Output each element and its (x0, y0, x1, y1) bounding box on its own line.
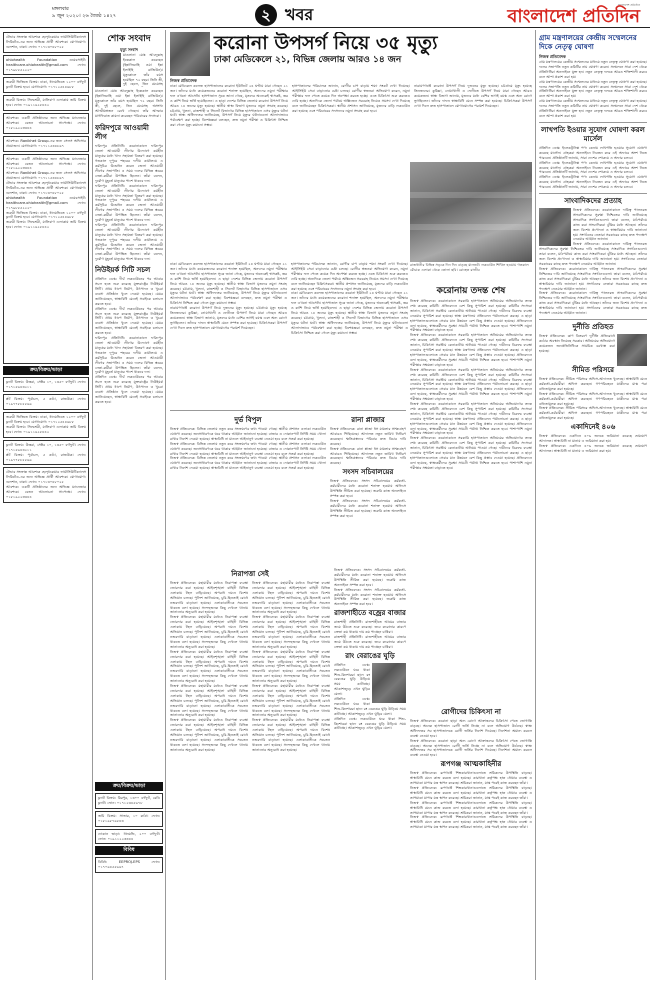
classified-ad: দোকান ভাড়া: ধানমন্ডি, ২০০ বর্গফুট। ফোন: ০১৯১১২২৩৩৪৪ (95, 829, 163, 845)
logo-text: বাংলাদেশ প্রতিদিন (507, 6, 640, 27)
lead-story: করোনা উপসর্গ নিয়ে ৩৫ মৃত্যু ঢাকা মেডিকেলে ২১, বিভিন্ন জেলায় আরও ১৪ জন নিজস্ব প্রতিবেদক ঢাকা মেডিকেল কলেজ হাসপাতালের করোনা ইউনিটে ২৪ ঘণ্টায় মারা গেছেন ২১ জন। তাঁদের মধ্যে কয়েকজনের করোনা শনাক্ত হয়েছিল, অন্যদের নমুনা পরীক্ষার ফল এখনো আসেনি। হাসপাতাল সূত্রে জানা গেছে, মৃতদের অনেকেই শ্বাসকষ্ট, জ্বর ও কাশি নিয়ে ভর্তি হয়েছিলেন। এ ছাড়া দেশের বিভিন্ন জেলায় করোনা উপসর্গ নিয়ে আরও ১৪ জনের মৃত্যু হয়েছে। স্থানীয় স্বাস্থ্য বিভাগ মৃতদের নমুনা সংগ্রহ করেছে। চট্টগ্রাম, খুলনা, রাজশাহী ও সিলেট বিভাগের বিভিন্ন হাসপাতালে এসব মৃত্যুর ঘটনা ঘটে। স্বাস্থ্য অধিদফতর জানিয়েছে, উপসর্গ নিয়ে মৃত্যুর ঘটনাগুলো আলাদাভাবে পর্যবেক্ষণ করা হচ্ছে। বিশেষজ্ঞরা বলছেন, দ্রুত নমুনা পরীক্ষা ও চিকিৎসা নিশ্চিত করা গেলে মৃত্যু কমানো সম্ভব। হাসপাতালের পরিচালক জানান, রোগীর চাপ বাড়ায় শয্যা সংকট দেখা দিয়েছে। আইসিইউ সেবা বাড়ানোর চেষ্টা চলছে। রোগীর স্বজনরা অভিযোগ করেন, নমুনা পরীক্ষার ফল পেতে কয়েক দিন অপেক্ষা করতে হচ্ছে। এতে চিকিৎসা শুরু করতেও দেরি হচ্ছে। অন্যদিকে জেলা পর্যায়ে অক্সিজেন সরবরাহ নিয়েও সমস্যা দেখা দিয়েছে বলে জানিয়েছেন চিকিৎসকরা। স্থানীয় প্রশাসন জানিয়েছে, মৃতদের বাড়ি লকডাউন করা হয়েছে এবং পরিবারের সদস্যদের নমুনা সংগ্রহ করা হবে। নারায়ণগঞ্জে করোনা উপসর্গ নিয়ে দুজনের মৃত্যু হয়েছে। চট্টগ্রামে মৃত্যু হয়েছে তিনজনের। কুমিল্লা, নোয়াখালী ও ফেনীতে উপসর্গ নিয়ে মারা গেছেন আরও কয়েকজন। স্বাস্থ্য বিভাগ জানায়, মৃতদের মধ্যে বেশির ভাগই বয়স্ক এবং অন্য রোগে ভুগছিলেন। তাঁদের দাফন স্বাস্থ্যবিধি মেনে সম্পন্ন করা হয়েছে। চিকিৎসকরা উপসর্গ দেখা দিলে দ্রুত হাসপাতালে যোগাযোগের পরামর্শ দিয়েছেন। (170, 32, 532, 128)
side-stories: নিজস্ব প্রতিবেদক: সংসদ সচিবালয়ের কর্মকর্তা-কর্মচারীদের মধ্যে করোনা শনাক্ত হওয়ায় অফিসে উপস্থিতি সীমিত করা হয়েছে। জরুরি কাজ অনলাইনে সম্পন্ন করা হবে। নিজস্ব প্রতিবেদক: সংসদ সচিবালয়ের কর্মকর্তা-কর্মচারীদের মধ্যে করোনা শনাক্ত হওয়ায় অফিসে উপস্থিতি সীমিত করা হয়েছে। জরুরি কাজ অনলাইনে সম্পন্ন করা হবে। রাজশাহীতে বজ্রের বাজার রাজশাহী প্রতিনিধি: রাজশাহীতে আমের বাজার জমে উঠতে শুরু করেছে। তবে করোনার কারণে ক্রেতা কম থাকায় দাম কম পাচ্ছেন চাষিরা। রাজশাহী প্রতিনিধি: রাজশাহীতে আমের বাজার জমে উঠতে শুরু করেছে। তবে করোনার কারণে ক্রেতা কম থাকায় দাম কম পাচ্ছেন চাষিরা। রাং বেরাঙের ঘুড়ি প্রতিদিন ডেস্ক: লকডাউনে ঘরে থাকা শিশু-কিশোররা ছাদে রং বেরঙের ঘুড়ি উড়িয়ে সময় কাটাচ্ছে। আকাশজুড়ে এখন ঘুড়ির মেলা। প্রতিদিন ডেস্ক: লকডাউনে ঘরে থাকা শিশু-কিশোররা ছাদে রং বেরঙের ঘুড়ি উড়িয়ে সময় কাটাচ্ছে। আকাশজুড়ে এখন ঘুড়ির মেলা। প্রতিদিন ডেস্ক: লকডাউনে ঘরে থাকা শিশু-কিশোররা ছাদে রং বেরঙের ঘুড়ি উড়িয়ে সময় কাটাচ্ছে। আকাশজুড়ে এখন ঘুড়ির মেলা। (334, 568, 406, 731)
classified-ad: ফ্ল্যাট বিক্রয়: মিরপুর, ১৩০০ বর্গফুট, রেডি ফ্ল্যাট। ফোন: ০১৭১২৩৪৫৬৭৮ (95, 793, 163, 809)
obituary-column: শোক সংবাদ মৃত্যু সংবাদ মাওলানা মোঃ আবদুল্লাহ ইন্তেকাল করেছেন (ইন্নালিল্লাহি ওয়া ইন্না ইলাইহি রাজিউন)। মৃত্যুকালে তাঁর বয়স হয়েছিল ৭২ বছর। তিনি স্ত্রী, দুই ছেলে, তিন মেয়েসহ মাওলানা মোঃ আবদুল্লাহ ইন্তেকাল করেছেন (ইন্নালিল্লাহি ওয়া ইন্না ইলাইহি রাজিউন)। মৃত্যুকালে তাঁর বয়স হয়েছিল ৭২ বছর। তিনি স্ত্রী, দুই ছেলে, তিন মেয়েসহ অসংখ্য আত্মীয়স্বজন রেখে গেছেন। তাঁর আত্মার মাগফিরাত কামনা করেছেন পরিবারের সদস্যরা। ফরিদপুরে আওয়ামী লীগ ফরিদপুর প্রতিনিধি: করোনাকালে ফরিদপুর জেলা আওয়ামী লীগের উদ্যোগে কর্মহীন মানুষের মধ্যে খাদ্য সহায়তা বিতরণ করা হয়েছে। গতকাল দুপুরে শহরের দলীয় কার্যালয়ে এ কর্মসূচির উদ্বোধন করেন জেলা আওয়ামী লীগের সভাপতি। এ সময় দলের বিভিন্ন স্তরের নেতা-কর্মীরা উপস্থিত ছিলেন। তাঁরা বলেন, দুর্যোগ মুহূর্তে মানুষের পাশে থাকবে দল। ফরিদপুর প্রতিনিধি: করোনাকালে ফরিদপুর জেলা আওয়ামী লীগের উদ্যোগে কর্মহীন মানুষের মধ্যে খাদ্য সহায়তা বিতরণ করা হয়েছে। গতকাল দুপুরে শহরের দলীয় কার্যালয়ে এ কর্মসূচির উদ্বোধন করেন জেলা আওয়ামী লীগের সভাপতি। এ সময় দলের বিভিন্ন স্তরের নেতা-কর্মীরা উপস্থিত ছিলেন। তাঁরা বলেন, দুর্যোগ মুহূর্তে মানুষের পাশে থাকবে দল। ফরিদপুর প্রতিনিধি: করোনাকালে ফরিদপুর জেলা আওয়ামী লীগের উদ্যোগে কর্মহীন মানুষের মধ্যে খাদ্য সহায়তা বিতরণ করা হয়েছে। গতকাল দুপুরে শহরের দলীয় কার্যালয়ে এ কর্মসূচির উদ্বোধন করেন জেলা আওয়ামী লীগের সভাপতি। এ সময় দলের বিভিন্ন স্তরের নেতা-কর্মীরা উপস্থিত ছিলেন। তাঁরা বলেন, দুর্যোগ মুহূর্তে মানুষের পাশে থাকবে দল। নিউইয়র্ক সিটি সচল প্রতিদিন ডেস্ক: দীর্ঘ লকডাউনের পর আবার সচল হতে শুরু করেছে যুক্তরাষ্ট্রের নিউইয়র্ক সিটি। প্রথম ধাপে নির্মাণ, উৎপাদন ও খুচরা ব্যবসা প্রতিষ্ঠান খুলে দেওয়া হয়েছে। মেয়র জানিয়েছেন, স্বাস্থ্যবিধি মেনেই সবাইকে চলাচল করতে হবে। প্রতিদিন ডেস্ক: দীর্ঘ লকডাউনের পর আবার সচল হতে শুরু করেছে যুক্তরাষ্ট্রের নিউইয়র্ক সিটি। প্রথম ধাপে নির্মাণ, উৎপাদন ও খুচরা ব্যবসা প্রতিষ্ঠান খুলে দেওয়া হয়েছে। মেয়র জানিয়েছেন, স্বাস্থ্যবিধি মেনেই সবাইকে চলাচল করতে হবে। ফরিদপুর প্রতিনিধি: করোনাকালে ফরিদপুর জেলা আওয়ামী লীগের উদ্যোগে কর্মহীন মানুষের মধ্যে খাদ্য সহায়তা বিতরণ করা হয়েছে। গতকাল দুপুরে শহরের দলীয় কার্যালয়ে এ কর্মসূচির উদ্বোধন করেন জেলা আওয়ামী লীগের সভাপতি। এ সময় দলের বিভিন্ন স্তরের নেতা-কর্মীরা উপস্থিত ছিলেন। তাঁরা বলেন, দুর্যোগ মুহূর্তে মানুষের পাশে থাকবে দল। প্রতিদিন ডেস্ক: দীর্ঘ লকডাউনের পর আবার সচল হতে শুরু করেছে যুক্তরাষ্ট্রের নিউইয়র্ক সিটি। প্রথম ধাপে নির্মাণ, উৎপাদন ও খুচরা ব্যবসা প্রতিষ্ঠান খুলে দেওয়া হয়েছে। মেয়র জানিয়েছেন, স্বাস্থ্যবিধি মেনেই সবাইকে চলাচল করতে হবে। (95, 34, 163, 404)
obituary-heading: শোক সংবাদ (107, 34, 151, 44)
page-number: ২ (255, 4, 277, 26)
classified-ad: জমি বিক্রয়: সাভার, ১০ কাঠা। ফোন: ০১৮১৯৮৭৬৫৪৩ (95, 811, 163, 827)
classified-ad: টেন্ডার সংক্রান্ত আবশ্যক হেল্থকেয়ার ফার্মাসিউটিক্যালস লিমিটেড-এর জন্য অভিজ্ঞ প্রার্থী আবশ্যক। যোগাযোগ: গুলশান, ঢাকা। ফোন: ০১৭১৩০৪৮০২৫ (3, 32, 89, 53)
security-story: নিরাপত্তা সেই নিজস্ব প্রতিবেদক: মহামারীর মধ্যেও নিরাপত্তা ব্যবস্থা জোরদার করা হয়েছে। আইনশৃঙ্খলা বাহিনী বিভিন্ন এলাকায় টহল বাড়িয়েছে। অপরাধ দমনে বিশেষ অভিযান চলছে। পুলিশ জানিয়েছে, চুরি-ছিনতাই রোধে নজরদারি বাড়ানো হয়েছে। এলাকাবাসীকে সচেতন থাকতে বলা হয়েছে। সন্দেহজনক কিছু দেখলে থানায় জানানোর অনুরোধ করা হয়েছে। নিজস্ব প্রতিবেদক: মহামারীর মধ্যেও নিরাপত্তা ব্যবস্থা জোরদার করা হয়েছে। আইনশৃঙ্খলা বাহিনী বিভিন্ন এলাকায় টহল বাড়িয়েছে। অপরাধ দমনে বিশেষ অভিযান চলছে। পুলিশ জানিয়েছে, চুরি-ছিনতাই রোধে নজরদারি বাড়ানো হয়েছে। এলাকাবাসীকে সচেতন থাকতে বলা হয়েছে। সন্দেহজনক কিছু দেখলে থানায় জানানোর অনুরোধ করা হয়েছে। নিজস্ব প্রতিবেদক: মহামারীর মধ্যেও নিরাপত্তা ব্যবস্থা জোরদার করা হয়েছে। আইনশৃঙ্খলা বাহিনী বিভিন্ন এলাকায় টহল বাড়িয়েছে। অপরাধ দমনে বিশেষ অভিযান চলছে। পুলিশ জানিয়েছে, চুরি-ছিনতাই রোধে নজরদারি বাড়ানো হয়েছে। এলাকাবাসীকে সচেতন থাকতে বলা হয়েছে। সন্দেহজনক কিছু দেখলে থানায় জানানোর অনুরোধ করা হয়েছে। নিজস্ব প্রতিবেদক: মহামারীর মধ্যেও নিরাপত্তা ব্যবস্থা জোরদার করা হয়েছে। আইনশৃঙ্খলা বাহিনী বিভিন্ন এলাকায় টহল বাড়িয়েছে। অপরাধ দমনে বিশেষ অভিযান চলছে। পুলিশ জানিয়েছে, চুরি-ছিনতাই রোধে নজরদারি বাড়ানো হয়েছে। এলাকাবাসীকে সচেতন থাকতে বলা হয়েছে। সন্দেহজনক কিছু দেখলে থানায় জানানোর অনুরোধ করা হয়েছে। নিজস্ব প্রতিবেদক: মহামারীর মধ্যেও নিরাপত্তা ব্যবস্থা জোরদার করা হয়েছে। আইনশৃঙ্খলা বাহিনী বিভিন্ন এলাকায় টহল বাড়িয়েছে। অপরাধ দমনে বিশেষ অভিযান চলছে। পুলিশ জানিয়েছে, চুরি-ছিনতাই রোধে নজরদারি বাড়ানো হয়েছে। এলাকাবাসীকে সচেতন থাকতে বলা হয়েছে। সন্দেহজনক কিছু দেখলে থানায় জানানোর অনুরোধ করা হয়েছে। নিজস্ব প্রতিবেদক: মহামারীর মধ্যেও নিরাপত্তা ব্যবস্থা জোরদার করা হয়েছে। আইনশৃঙ্খলা বাহিনী বিভিন্ন এলাকায় টহল বাড়িয়েছে। অপরাধ দমনে বিশেষ অভিযান চলছে। পুলিশ জানিয়েছে, চুরি-ছিনতাই রোধে নজরদারি বাড়ানো হয়েছে। এলাকাবাসীকে সচেতন থাকতে বলা হয়েছে। সন্দেহজনক কিছু দেখলে থানায় জানানোর অনুরোধ করা হয়েছে। নিজস্ব প্রতিবেদক: মহামারীর মধ্যেও নিরাপত্তা ব্যবস্থা জোরদার করা হয়েছে। আইনশৃঙ্খলা বাহিনী বিভিন্ন এলাকায় টহল বাড়িয়েছে। অপরাধ দমনে বিশেষ অভিযান চলছে। পুলিশ জানিয়েছে, চুরি-ছিনতাই রোধে নজরদারি বাড়ানো হয়েছে। এলাকাবাসীকে সচেতন থাকতে বলা হয়েছে। সন্দেহজনক কিছু দেখলে থানায় জানানোর অনুরোধ করা হয়েছে। নিজস্ব প্রতিবেদক: মহামারীর মধ্যেও নিরাপত্তা ব্যবস্থা জোরদার করা হয়েছে। আইনশৃঙ্খলা বাহিনী বিভিন্ন এলাকায় টহল বাড়িয়েছে। অপরাধ দমনে বিশেষ অভিযান চলছে। পুলিশ জানিয়েছে, চুরি-ছিনতাই রোধে নজরদারি বাড়ানো হয়েছে। এলাকাবাসীকে সচেতন থাকতে বলা হয়েছে। সন্দেহজনক কিছু দেখলে থানায় জানানোর অনুরোধ করা হয়েছে। নিজস্ব প্রতিবেদক: মহামারীর মধ্যেও নিরাপত্তা ব্যবস্থা জোরদার করা হয়েছে। আইনশৃঙ্খলা বাহিনী বিভিন্ন এলাকায় টহল বাড়িয়েছে। অপরাধ দমনে বিশেষ অভিযান চলছে। পুলিশ জানিয়েছে, চুরি-ছিনতাই রোধে নজরদারি বাড়ানো হয়েছে। এলাকাবাসীকে সচেতন থাকতে বলা হয়েছে। সন্দেহজনক কিছু দেখলে থানায় জানানোর অনুরোধ করা হয়েছে। নিজস্ব প্রতিবেদক: মহামারীর মধ্যেও নিরাপত্তা ব্যবস্থা জোরদার করা হয়েছে। আইনশৃঙ্খলা বাহিনী বিভিন্ন এলাকায় টহল বাড়িয়েছে। অপরাধ দমনে বিশেষ অভিযান চলছে। পুলিশ জানিয়েছে, চুরি-ছিনতাই রোধে নজরদারি বাড়ানো হয়েছে। এলাকাবাসীকে সচেতন থাকতে বলা হয়েছে। সন্দেহজনক কিছু দেখলে থানায় জানানোর অনুরোধ করা হয়েছে। (170, 570, 330, 752)
story-heading: একাদিনেই ৪০৬ (570, 423, 616, 432)
story-block: দুর্ভ বিপুল নিজস্ব প্রতিবেদক: বিভিন্ন জেলায় নতুন করে সংক্রমণের তথ্য পাওয়া গেছে। স্থানীয় প্রশাসন এলাকা লকডাউন ঘোষণা করেছে। জনসাধারণকে ঘরে থাকার আহ্বান জানানো হয়েছে। বাজার ও দোকানপাট নির্দিষ্ট সময় খোলা রাখার নির্দেশ দেওয়া হয়েছে। স্বাস্থ্যবিধি না মানলে আইনানুগ ব্যবস্থা নেওয়া হবে বলে সতর্ক করা হয়েছে। নিজস্ব প্রতিবেদক: বিভিন্ন জেলায় নতুন করে সংক্রমণের তথ্য পাওয়া গেছে। স্থানীয় প্রশাসন এলাকা লকডাউন ঘোষণা করেছে। জনসাধারণকে ঘরে থাকার আহ্বান জানানো হয়েছে। বাজার ও দোকানপাট নির্দিষ্ট সময় খোলা রাখার নির্দেশ দেওয়া হয়েছে। স্বাস্থ্যবিধি না মানলে আইনানুগ ব্যবস্থা নেওয়া হবে বলে সতর্ক করা হয়েছে। নিজস্ব প্রতিবেদক: বিভিন্ন জেলায় নতুন করে সংক্রমণের তথ্য পাওয়া গেছে। স্থানীয় প্রশাসন এলাকা লকডাউন ঘোষণা করেছে। জনসাধারণকে ঘরে থাকার আহ্বান জানানো হয়েছে। বাজার ও দোকানপাট নির্দিষ্ট সময় খোলা রাখার নির্দেশ দেওয়া হয়েছে। স্বাস্থ্যবিধি না মানলে আইনানুগ ব্যবস্থা নেওয়া হবে বলে সতর্ক করা হয়েছে। রানা প্লাজার নিজস্ব প্রতিবেদক: রানা প্লাজা ধস মামলার সাক্ষ্যগ্রহণ আবারও পিছিয়েছে। আদালত নতুন তারিখ নির্ধারণ করেছেন। ক্ষতিগ্রস্তদের পরিবার দ্রুত বিচার দাবি করেছে। নিজস্ব প্রতিবেদক: রানা প্লাজা ধস মামলার সাক্ষ্যগ্রহণ আবারও পিছিয়েছে। আদালত নতুন তারিখ নির্ধারণ করেছেন। ক্ষতিগ্রস্তদের পরিবার দ্রুত বিচার দাবি করেছে। সংসদ সচিবালয়ের নিজস্ব প্রতিবেদক: সংসদ সচিবালয়ের কর্মকর্তা-কর্মচারীদের মধ্যে করোনা শনাক্ত হওয়ায় অফিসে উপস্থিতি সীমিত করা হয়েছে। জরুরি কাজ অনলাইনে সম্পন্ন করা হবে। নিজস্ব প্রতিবেদক: সংসদ সচিবালয়ের কর্মকর্তা-কর্মচারীদের মধ্যে করোনা শনাক্ত হওয়ায় অফিসে উপস্থিতি সীমিত করা হয়েছে। জরুরি কাজ অনলাইনে সম্পন্ন করা হবে। (170, 416, 406, 518)
obituary-photo (95, 53, 121, 87)
story-heading: সাংবাদিকদের প্রত্যাহ (564, 197, 622, 206)
lead-headline: করোনা উপসর্গ নিয়ে ৩৫ মৃত্যু (214, 32, 438, 54)
masthead-date-text: ৯ জুন ২০২০। ২৬ জ্যৈষ্ঠ ১৪২৭ (52, 13, 117, 19)
traffic-photo-block (410, 162, 532, 282)
section-title: খবর (285, 5, 314, 24)
classified-ad: ফ্ল্যাট বিক্রয়: উত্তরা, সেক্টর ১০, ১৩৫০ বর্গফুট। ফোন: ০১৭১৫৬৪৩২১১ প্লট বিক্রয়: পূর্বাচল, ৫ কাঠা, রাজউক। ফোন: ০১৯৭৭৮৮৫৫৬৬ (3, 440, 89, 466)
story-heading: ফরিদপুরে আওয়ামী লীগ (95, 124, 149, 142)
classifieds-column (3, 32, 89, 980)
masthead-day: মঙ্গলবার (52, 6, 69, 12)
story-heading: দুর্নীতি প্রতিহত (572, 322, 614, 331)
masthead (0, 0, 650, 28)
classified-ad: ফ্ল্যাট বিক্রয়: উত্তরা, সেক্টর ১০, ১৩৫০ বর্গফুট। ফোন: ০১৭১৫৬৪৩২১১ (3, 377, 89, 393)
story-heading: সীমিত পরিসরে (571, 365, 615, 374)
story-heading: নিউইয়র্ক সিটি সচল (95, 266, 151, 275)
journalist-photo (539, 208, 571, 246)
lead-subhead: ঢাকা মেডিকেলে ২১, বিভিন্ন জেলায় আরও ১৪ জন (214, 55, 402, 65)
masthead-date (52, 6, 116, 20)
classified-ad: বিবিধ: EEPROJ-EPS ফোন: ০১৭০৬৪৫৫৬৬৭ (95, 857, 163, 873)
story-heading: করোনায় তদন্ত শেষ (436, 286, 506, 296)
kite-photo (372, 663, 406, 703)
story-heading: নিরাপত্তা সেই (231, 570, 269, 578)
traffic-photo (410, 162, 532, 262)
classified-ad: জরুরী ভিত্তিতে বিক্রয়: ঢাকা, ধানমন্ডিতে ১২০০ বর্গফুট ফ্ল্যাট বিক্রয় হবে। যোগাযোগ: ০১৭১২৫৪৪৬৮৮ (3, 77, 89, 93)
story-heading: লাখপতি ইওয়ার সুযোগ ঘোষণা করল মার্সেল (541, 125, 645, 143)
classified-section-label: বিবিধ (95, 846, 163, 855)
classified-ad: আবশ্যক: একটি প্রতিষ্ঠানের জন্য অভিজ্ঞ ম্যানেজার আবশ্যক। বেতন আলোচনা সাপেক্ষে। ফোন: ০১৮১৯২২৩৩৪৪ আবশ্যক: Ranikhet Group-এর জন্য সেলস অফিসার প্রয়োজন। যোগাযোগ: ০১৭১১৫৩৪৮৬৭ টেন্ডার সংক্রান্ত আবশ্যক হেল্থকেয়ার ফার্মাসিউটিক্যালস লিমিটেড-এর জন্য অভিজ্ঞ প্রার্থী আবশ্যক। যোগাযোগ: গুলশান, ঢাকা। ফোন: ০১৭১৩০৪৮০২৫ ohiohealth Foundation ওয়েবসাইট: healthcare.ohiohealth@gmail.com ফোন: ০১৭৯৮৫৫২২২০ জরুরী ভিত্তিতে বিক্রয়: ঢাকা, ধানমন্ডিতে ১২০০ বর্গফুট ফ্ল্যাট বিক্রয় হবে। যোগাযোগ: ০১৭১২৫৪৪৬৮৮ জরুরী বিক্রয়: সিদ্ধেশ্বরী, মালিবাগ এলাকায় জমি বিক্রয় হবে। ফোন: ০১৯১১৬২৮৪৪২ (3, 154, 89, 364)
classified-ad: জরুরী ভিত্তিতে বিক্রয়: ঢাকা, ধানমন্ডিতে ১২০০ বর্গফুট ফ্ল্যাট বিক্রয় হবে। যোগাযোগ: ০১৭১২৫৪৪৬৮৮ জরুরী বিক্রয়: সিদ্ধেশ্বরী, মালিবাগ এলাকায় জমি বিক্রয় হবে। ফোন: ০১৯১১৬২৮৪৪২ (3, 412, 89, 438)
classified-ad: টেন্ডার সংক্রান্ত আবশ্যক হেল্থকেয়ার ফার্মাসিউটিক্যালস লিমিটেড-এর জন্য অভিজ্ঞ প্রার্থী আবশ্যক। যোগাযোগ: গুলশান, ঢাকা। ফোন: ০১৭১৩০৪৮০২৫ আবশ্যক: একটি প্রতিষ্ঠানের জন্য অভিজ্ঞ ম্যানেজার আবশ্যক। বেতন আলোচনা সাপেক্ষে। ফোন: ০১৮১৯২২৩৩৪৪ (3, 467, 89, 502)
right-column: গ্রাম মন্ত্রণালয়ের কেন্দ্রীয় সম্মেলনের দিকে নেতৃত্ব ঘোষণা নিজস্ব প্রতিবেদক গ্রাম মন্ত্রণালয়ের কেন্দ্রীয় সম্মেলনের মাধ্যমে নতুন নেতৃত্ব ঘোষণা করা হয়েছে। দলের সভাপতি নতুন কমিটির নাম ঘোষণা করেন। সম্মেলনে সারা দেশ থেকে প্রতিনিধিরা অনলাইনে যুক্ত হন। নতুন নেতৃত্ব দলকে আরও শক্তিশালী করবে বলে আশা প্রকাশ করা হয়। গ্রাম মন্ত্রণালয়ের কেন্দ্রীয় সম্মেলনের মাধ্যমে নতুন নেতৃত্ব ঘোষণা করা হয়েছে। দলের সভাপতি নতুন কমিটির নাম ঘোষণা করেন। সম্মেলনে সারা দেশ থেকে প্রতিনিধিরা অনলাইনে যুক্ত হন। নতুন নেতৃত্ব দলকে আরও শক্তিশালী করবে বলে আশা প্রকাশ করা হয়। গ্রাম মন্ত্রণালয়ের কেন্দ্রীয় সম্মেলনের মাধ্যমে নতুন নেতৃত্ব ঘোষণা করা হয়েছে। দলের সভাপতি নতুন কমিটির নাম ঘোষণা করেন। সম্মেলনে সারা দেশ থেকে প্রতিনিধিরা অনলাইনে যুক্ত হন। নতুন নেতৃত্ব দলকে আরও শক্তিশালী করবে বলে আশা প্রকাশ করা হয়। লাখপতি ইওয়ার সুযোগ ঘোষণা করল মার্সেল প্রতিদিন ডেস্ক: ইলেকট্রনিক্স পণ্য কেনায় লাখপতি হওয়ার সুযোগ ঘোষণা করেছে মার্সেল। গ্রাহকরা অনলাইনে নিবন্ধন করে এই অফারে অংশ নিতে পারবেন। প্রতিষ্ঠানটি জানায়, সারা দেশের শোরুমে এ অফার চলবে। প্রতিদিন ডেস্ক: ইলেকট্রনিক্স পণ্য কেনায় লাখপতি হওয়ার সুযোগ ঘোষণা করেছে মার্সেল। গ্রাহকরা অনলাইনে নিবন্ধন করে এই অফারে অংশ নিতে পারবেন। প্রতিষ্ঠানটি জানায়, সারা দেশের শোরুমে এ অফার চলবে। প্রতিদিন ডেস্ক: ইলেকট্রনিক্স পণ্য কেনায় লাখপতি হওয়ার সুযোগ ঘোষণা করেছে মার্সেল। গ্রাহকরা অনলাইনে নিবন্ধন করে এই অফারে অংশ নিতে পারবেন। প্রতিষ্ঠানটি জানায়, সারা দেশের শোরুমে এ অফার চলবে। সাংবাদিকদের প্রত্যাহ নিজস্ব প্রতিবেদক: করোনাকালে দায়িত্ব পালনরত সাংবাদিকদের সুরক্ষা নিশ্চিতের দাবি জানিয়েছে সাংবাদিক সংগঠনগুলো। তারা বলেন, মাঠপর্যায়ে কাজ করা সাংবাদিকরা ঝুঁকির মধ্যে আছেন। তাঁদের জন্য বিশেষ প্রণোদনা ও স্বাস্থ্যবিমার দাবি জানানো হয়। সংগঠনের নেতারা সরকারের কাছে দ্রুত পদক্ষেপ নেওয়ার আহ্বান জানান। নিজস্ব প্রতিবেদক: করোনাকালে দায়িত্ব পালনরত সাংবাদিকদের সুরক্ষা নিশ্চিতের দাবি জানিয়েছে সাংবাদিক সংগঠনগুলো। তারা বলেন, মাঠপর্যায়ে কাজ করা সাংবাদিকরা ঝুঁকির মধ্যে আছেন। তাঁদের জন্য বিশেষ প্রণোদনা ও স্বাস্থ্যবিমার দাবি জানানো হয়। সংগঠনের নেতারা সরকারের কাছে দ্রুত পদক্ষেপ নেওয়ার আহ্বান জানান। নিজস্ব প্রতিবেদক: করোনাকালে দায়িত্ব পালনরত সাংবাদিকদের সুরক্ষা নিশ্চিতের দাবি জানিয়েছে সাংবাদিক সংগঠনগুলো। তারা বলেন, মাঠপর্যায়ে কাজ করা সাংবাদিকরা ঝুঁকির মধ্যে আছেন। তাঁদের জন্য বিশেষ প্রণোদনা ও স্বাস্থ্যবিমার দাবি জানানো হয়। সংগঠনের নেতারা সরকারের কাছে দ্রুত পদক্ষেপ নেওয়ার আহ্বান জানান। নিজস্ব প্রতিবেদক: করোনাকালে দায়িত্ব পালনরত সাংবাদিকদের সুরক্ষা নিশ্চিতের দাবি জানিয়েছে সাংবাদিক সংগঠনগুলো। তারা বলেন, মাঠপর্যায়ে কাজ করা সাংবাদিকরা ঝুঁকির মধ্যে আছেন। তাঁদের জন্য বিশেষ প্রণোদনা ও স্বাস্থ্যবিমার দাবি জানানো হয়। সংগঠনের নেতারা সরকারের কাছে দ্রুত পদক্ষেপ নেওয়ার আহ্বান জানান। দুর্নীতি প্রতিহত নিজস্ব প্রতিবেদক: ত্রাণ বিতরণে দুর্নীতি প্রতিরোধে কঠোর অবস্থান নিয়েছে সরকার। অনিয়মের অভিযোগে কয়েকজন জনপ্রতিনিধিকে সাময়িক বরখাস্ত করা হয়েছে। সীমিত পরিসরে নিজস্ব প্রতিবেদক: সীমিত পরিসরে অফিস-আদালত খুলেছে। স্বাস্থ্যবিধি মেনে কর্মকর্তা-কর্মচারীরা অফিস করছেন। গণপরিবহনে যাত্রীদের মাস্ক পরা বাধ্যতামূলক করা হয়েছে। নিজস্ব প্রতিবেদক: সীমিত পরিসরে অফিস-আদালত খুলেছে। স্বাস্থ্যবিধি মেনে কর্মকর্তা-কর্মচারীরা অফিস করছেন। গণপরিবহনে যাত্রীদের মাস্ক পরা বাধ্যতামূলক করা হয়েছে। নিজস্ব প্রতিবেদক: সীমিত পরিসরে অফিস-আদালত খুলেছে। স্বাস্থ্যবিধি মেনে কর্মকর্তা-কর্মচারীরা অফিস করছেন। গণপরিবহনে যাত্রীদের মাস্ক পরা বাধ্যতামূলক করা হয়েছে। একাদিনেই ৪০৬ নিজস্ব প্রতিবেদক: একদিনে ৪০৬ জনকে জরিমানা করেছে ভ্রাম্যমাণ আদালত। স্বাস্থ্যবিধি না মানায় এ জরিমানা করা হয়। নিজস্ব প্রতিবেদক: একদিনে ৪০৬ জনকে জরিমানা করেছে ভ্রাম্যমাণ আদালত। স্বাস্থ্যবিধি না মানায় এ জরিমানা করা হয়। (539, 34, 647, 453)
corruption-photo (617, 334, 647, 366)
story-heading: রানা প্লাজার (351, 416, 385, 424)
story-heading: সংসদ সচিবালয়ের (342, 468, 394, 477)
story-heading: দুর্ভ বিপুল (234, 416, 262, 424)
classified-section-label: ক্রয়/বিক্রয়/ভাড়া (95, 782, 163, 791)
story-heading: রাং বেরাঙের ঘুড়ি (345, 651, 395, 660)
logo-tagline: বাংলাদেশ প্রতিদিন (617, 3, 640, 7)
story-heading: রূপগঞ্জ আত্মকাহিনীর (440, 760, 502, 769)
lead-continuation: ঢাকা মেডিকেল কলেজ হাসপাতালের করোনা ইউনিটে ২৪ ঘণ্টায় মারা গেছেন ২১ জন। তাঁদের মধ্যে কয়েকজনের করোনা শনাক্ত হয়েছিল, অন্যদের নমুনা পরীক্ষার ফল এখনো আসেনি। হাসপাতাল সূত্রে জানা গেছে, মৃতদের অনেকেই শ্বাসকষ্ট, জ্বর ও কাশি নিয়ে ভর্তি হয়েছিলেন। এ ছাড়া দেশের বিভিন্ন জেলায় করোনা উপসর্গ নিয়ে আরও ১৪ জনের মৃত্যু হয়েছে। স্থানীয় স্বাস্থ্য বিভাগ মৃতদের নমুনা সংগ্রহ করেছে। চট্টগ্রাম, খুলনা, রাজশাহী ও সিলেট বিভাগের বিভিন্ন হাসপাতালে এসব মৃত্যুর ঘটনা ঘটে। স্বাস্থ্য অধিদফতর জানিয়েছে, উপসর্গ নিয়ে মৃত্যুর ঘটনাগুলো আলাদাভাবে পর্যবেক্ষণ করা হচ্ছে। বিশেষজ্ঞরা বলছেন, দ্রুত নমুনা পরীক্ষা ও চিকিৎসা নিশ্চিত করা গেলে মৃত্যু কমানো সম্ভব। নারায়ণগঞ্জে করোনা উপসর্গ নিয়ে দুজনের মৃত্যু হয়েছে। চট্টগ্রামে মৃত্যু হয়েছে তিনজনের। কুমিল্লা, নোয়াখালী ও ফেনীতে উপসর্গ নিয়ে মারা গেছেন আরও কয়েকজন। স্বাস্থ্য বিভাগ জানায়, মৃতদের মধ্যে বেশির ভাগই বয়স্ক এবং অন্য রোগে ভুগছিলেন। তাঁদের দাফন স্বাস্থ্যবিধি মেনে সম্পন্ন করা হয়েছে। চিকিৎসকরা উপসর্গ দেখা দিলে দ্রুত হাসপাতালে যোগাযোগের পরামর্শ দিয়েছেন। হাসপাতালের পরিচালক জানান, রোগীর চাপ বাড়ায় শয্যা সংকট দেখা দিয়েছে। আইসিইউ সেবা বাড়ানোর চেষ্টা চলছে। রোগীর স্বজনরা অভিযোগ করেন, নমুনা পরীক্ষার ফল পেতে কয়েক দিন অপেক্ষা করতে হচ্ছে। এতে চিকিৎসা শুরু করতেও দেরি হচ্ছে। অন্যদিকে জেলা পর্যায়ে অক্সিজেন সরবরাহ নিয়েও সমস্যা দেখা দিয়েছে বলে জানিয়েছেন চিকিৎসকরা। স্থানীয় প্রশাসন জানিয়েছে, মৃতদের বাড়ি লকডাউন করা হয়েছে এবং পরিবারের সদস্যদের নমুনা সংগ্রহ করা হবে। ঢাকা মেডিকেল কলেজ হাসপাতালের করোনা ইউনিটে ২৪ ঘণ্টায় মারা গেছেন ২১ জন। তাঁদের মধ্যে কয়েকজনের করোনা শনাক্ত হয়েছিল, অন্যদের নমুনা পরীক্ষার ফল এখনো আসেনি। হাসপাতাল সূত্রে জানা গেছে, মৃতদের অনেকেই শ্বাসকষ্ট, জ্বর ও কাশি নিয়ে ভর্তি হয়েছিলেন। এ ছাড়া দেশের বিভিন্ন জেলায় করোনা উপসর্গ নিয়ে আরও ১৪ জনের মৃত্যু হয়েছে। স্থানীয় স্বাস্থ্য বিভাগ মৃতদের নমুনা সংগ্রহ করেছে। চট্টগ্রাম, খুলনা, রাজশাহী ও সিলেট বিভাগের বিভিন্ন হাসপাতালে এসব মৃত্যুর ঘটনা ঘটে। স্বাস্থ্য অধিদফতর জানিয়েছে, উপসর্গ নিয়ে মৃত্যুর ঘটনাগুলো আলাদাভাবে পর্যবেক্ষণ করা হচ্ছে। বিশেষজ্ঞরা বলছেন, দ্রুত নমুনা পরীক্ষা ও চিকিৎসা নিশ্চিত করা গেলে মৃত্যু কমানো সম্ভব। (170, 262, 408, 335)
investigation-story: করোনায় তদন্ত শেষ নিজস্ব প্রতিবেদক: করোনাকালে সরকারি হাসপাতালে অনিয়মের অভিযোগের তদন্ত শেষ করেছে কমিটি। প্রতিবেদনে বেশ কিছু সুপারিশ করা হয়েছে। কমিটির সদস্যরা জানান, চিকিৎসা সরঞ্জাম কেনাকাটায় অনিয়ম পাওয়া গেছে। দায়ীদের বিরুদ্ধে ব্যবস্থা নেওয়ার সুপারিশ করা হয়েছে। স্বাস্থ্য মন্ত্রণালয় প্রতিবেদন পর্যালোচনা করছে। এ ছাড়া হাসপাতালগুলোতে সেবার মান উন্নয়নে বেশ কিছু প্রস্তাব দেওয়া হয়েছে। প্রতিবেদনে বলা হয়েছে, স্বাস্থ্যকর্মীদের সুরক্ষা সামগ্রী পর্যাপ্ত নিশ্চিত করতে হবে। পাশাপাশি নমুনা পরীক্ষার সক্ষমতা বাড়াতে হবে। নিজস্ব প্রতিবেদক: করোনাকালে সরকারি হাসপাতালে অনিয়মের অভিযোগের তদন্ত শেষ করেছে কমিটি। প্রতিবেদনে বেশ কিছু সুপারিশ করা হয়েছে। কমিটির সদস্যরা জানান, চিকিৎসা সরঞ্জাম কেনাকাটায় অনিয়ম পাওয়া গেছে। দায়ীদের বিরুদ্ধে ব্যবস্থা নেওয়ার সুপারিশ করা হয়েছে। স্বাস্থ্য মন্ত্রণালয় প্রতিবেদন পর্যালোচনা করছে। এ ছাড়া হাসপাতালগুলোতে সেবার মান উন্নয়নে বেশ কিছু প্রস্তাব দেওয়া হয়েছে। প্রতিবেদনে বলা হয়েছে, স্বাস্থ্যকর্মীদের সুরক্ষা সামগ্রী পর্যাপ্ত নিশ্চিত করতে হবে। পাশাপাশি নমুনা পরীক্ষার সক্ষমতা বাড়াতে হবে। নিজস্ব প্রতিবেদক: করোনাকালে সরকারি হাসপাতালে অনিয়মের অভিযোগের তদন্ত শেষ করেছে কমিটি। প্রতিবেদনে বেশ কিছু সুপারিশ করা হয়েছে। কমিটির সদস্যরা জানান, চিকিৎসা সরঞ্জাম কেনাকাটায় অনিয়ম পাওয়া গেছে। দায়ীদের বিরুদ্ধে ব্যবস্থা নেওয়ার সুপারিশ করা হয়েছে। স্বাস্থ্য মন্ত্রণালয় প্রতিবেদন পর্যালোচনা করছে। এ ছাড়া হাসপাতালগুলোতে সেবার মান উন্নয়নে বেশ কিছু প্রস্তাব দেওয়া হয়েছে। প্রতিবেদনে বলা হয়েছে, স্বাস্থ্যকর্মীদের সুরক্ষা সামগ্রী পর্যাপ্ত নিশ্চিত করতে হবে। পাশাপাশি নমুনা পরীক্ষার সক্ষমতা বাড়াতে হবে। নিজস্ব প্রতিবেদক: করোনাকালে সরকারি হাসপাতালে অনিয়মের অভিযোগের তদন্ত শেষ করেছে কমিটি। প্রতিবেদনে বেশ কিছু সুপারিশ করা হয়েছে। কমিটির সদস্যরা জানান, চিকিৎসা সরঞ্জাম কেনাকাটায় অনিয়ম পাওয়া গেছে। দায়ীদের বিরুদ্ধে ব্যবস্থা নেওয়ার সুপারিশ করা হয়েছে। স্বাস্থ্য মন্ত্রণালয় প্রতিবেদন পর্যালোচনা করছে। এ ছাড়া হাসপাতালগুলোতে সেবার মান উন্নয়নে বেশ কিছু প্রস্তাব দেওয়া হয়েছে। প্রতিবেদনে বলা হয়েছে, স্বাস্থ্যকর্মীদের সুরক্ষা সামগ্রী পর্যাপ্ত নিশ্চিত করতে হবে। পাশাপাশি নমুনা পরীক্ষার সক্ষমতা বাড়াতে হবে। নিজস্ব প্রতিবেদক: করোনাকালে সরকারি হাসপাতালে অনিয়মের অভিযোগের তদন্ত শেষ করেছে কমিটি। প্রতিবেদনে বেশ কিছু সুপারিশ করা হয়েছে। কমিটির সদস্যরা জানান, চিকিৎসা সরঞ্জাম কেনাকাটায় অনিয়ম পাওয়া গেছে। দায়ীদের বিরুদ্ধে ব্যবস্থা নেওয়ার সুপারিশ করা হয়েছে। স্বাস্থ্য মন্ত্রণালয় প্রতিবেদন পর্যালোচনা করছে। এ ছাড়া হাসপাতালগুলোতে সেবার মান উন্নয়নে বেশ কিছু প্রস্তাব দেওয়া হয়েছে। প্রতিবেদনে বলা হয়েছে, স্বাস্থ্যকর্মীদের সুরক্ষা সামগ্রী পর্যাপ্ত নিশ্চিত করতে হবে। পাশাপাশি নমুনা পরীক্ষার সক্ষমতা বাড়াতে হবে। (410, 286, 532, 470)
treatment-story: রোগীদের চিকিৎসা না নিজস্ব প্রতিবেদক: করোনা ছাড়া অন্য রোগে আক্রান্তদের চিকিৎসা পেতে ভোগান্তি বাড়ছে। অনেক হাসপাতাল রোগী ভর্তি নিচ্ছে না বলে অভিযোগ উঠেছে। স্বাস্থ্য অধিদফতর সব হাসপাতালকে রোগী ভর্তির নির্দেশ দিয়েছে। নির্দেশনা অমান্য করলে ব্যবস্থা নেওয়া হবে। নিজস্ব প্রতিবেদক: করোনা ছাড়া অন্য রোগে আক্রান্তদের চিকিৎসা পেতে ভোগান্তি বাড়ছে। অনেক হাসপাতাল রোগী ভর্তি নিচ্ছে না বলে অভিযোগ উঠেছে। স্বাস্থ্য অধিদফতর সব হাসপাতালকে রোগী ভর্তির নির্দেশ দিয়েছে। নির্দেশনা অমান্য করলে ব্যবস্থা নেওয়া হবে। রূপগঞ্জ আত্মকাহিনীর নিজস্ব প্রতিবেদক: রূপগঞ্জে শিল্পকারখানাগুলোতে শ্রমিকদের উপস্থিতি বাড়ছে। স্বাস্থ্যবিধি মেনে কাজ করতে বলা হয়েছে। কারখানা কর্তৃপক্ষ হাত ধোয়ার ব্যবস্থা ও তাপমাত্রা মাপার যন্ত্র স্থাপন করেছে। শ্রমিকরা জানান, মাস্ক পরেই কাজ করছেন তাঁরা। নিজস্ব প্রতিবেদক: রূপগঞ্জে শিল্পকারখানাগুলোতে শ্রমিকদের উপস্থিতি বাড়ছে। স্বাস্থ্যবিধি মেনে কাজ করতে বলা হয়েছে। কারখানা কর্তৃপক্ষ হাত ধোয়ার ব্যবস্থা ও তাপমাত্রা মাপার যন্ত্র স্থাপন করেছে। শ্রমিকরা জানান, মাস্ক পরেই কাজ করছেন তাঁরা। নিজস্ব প্রতিবেদক: রূপগঞ্জে শিল্পকারখানাগুলোতে শ্রমিকদের উপস্থিতি বাড়ছে। স্বাস্থ্যবিধি মেনে কাজ করতে বলা হয়েছে। কারখানা কর্তৃপক্ষ হাত ধোয়ার ব্যবস্থা ও তাপমাত্রা মাপার যন্ত্র স্থাপন করেছে। শ্রমিকরা জানান, মাস্ক পরেই কাজ করছেন তাঁরা। নিজস্ব প্রতিবেদক: রূপগঞ্জে শিল্পকারখানাগুলোতে শ্রমিকদের উপস্থিতি বাড়ছে। স্বাস্থ্যবিধি মেনে কাজ করতে বলা হয়েছে। কারখানা কর্তৃপক্ষ হাত ধোয়ার ব্যবস্থা ও তাপমাত্রা মাপার যন্ত্র স্থাপন করেছে। শ্রমিকরা জানান, মাস্ক পরেই কাজ করছেন তাঁরা। (410, 708, 532, 830)
classified-ad: আবশ্যক: Ranikhet Group-এর জন্য সেলস অফিসার প্রয়োজন। যোগাযোগ: ০১৭১১৫৩৪৮৬৭ (3, 136, 89, 152)
story-heading: রাজশাহীতে বজ্রের বাজার (334, 609, 406, 618)
bottom-classifieds (95, 780, 163, 980)
photo-caption: রাজধানীর বিভিন্ন সড়কে দিন দিন বাড়ছে যানজট। লকডাউন শিথিল হওয়ায় গতকাল মৌচাক এলাকা থেকে তোলা ছবি। রোহেত রাজীব (410, 263, 529, 272)
classified-ad: ohiohealth Foundation ওয়েবসাইট: healthcare.ohiohealth@gmail.com ফোন: ০১৭৯৮৫৫২২২০ (3, 55, 89, 76)
classified-ad: প্লট বিক্রয়: পূর্বাচল, ৫ কাঠা, রাজউক। ফোন: ০১৯৭৭৮৮৫৫৬৬ (3, 394, 89, 410)
lead-story-photo (170, 32, 210, 76)
lead-byline: নিজস্ব প্রতিবেদক (170, 78, 197, 83)
classified-ad: আবশ্যক: একটি প্রতিষ্ঠানের জন্য অভিজ্ঞ ম্যানেজার আবশ্যক। বেতন আলোচনা সাপেক্ষে। ফোন: ০১৮১৯২২৩৩৪৪ (3, 113, 89, 134)
obituary-subheading: মৃত্যু সংবাদ (120, 47, 138, 52)
story-byline: নিজস্ব প্রতিবেদক (539, 54, 566, 59)
story-heading: রোগীদের চিকিৎসা না (441, 708, 501, 716)
classified-ad: জরুরী বিক্রয়: সিদ্ধেশ্বরী, মালিবাগ এলাকায় জমি বিক্রয় হবে। ফোন: ০১৯১১৬২৮৪৪২ (3, 95, 89, 111)
newspaper-logo (507, 3, 640, 27)
story-heading: গ্রাম মন্ত্রণালয়ের কেন্দ্রীয় সম্মেলনের দিকে নেতৃত্ব ঘোষণা (539, 34, 637, 51)
classified-section-label: ক্রয়/বিক্রয়/ভাড়া (3, 366, 89, 375)
